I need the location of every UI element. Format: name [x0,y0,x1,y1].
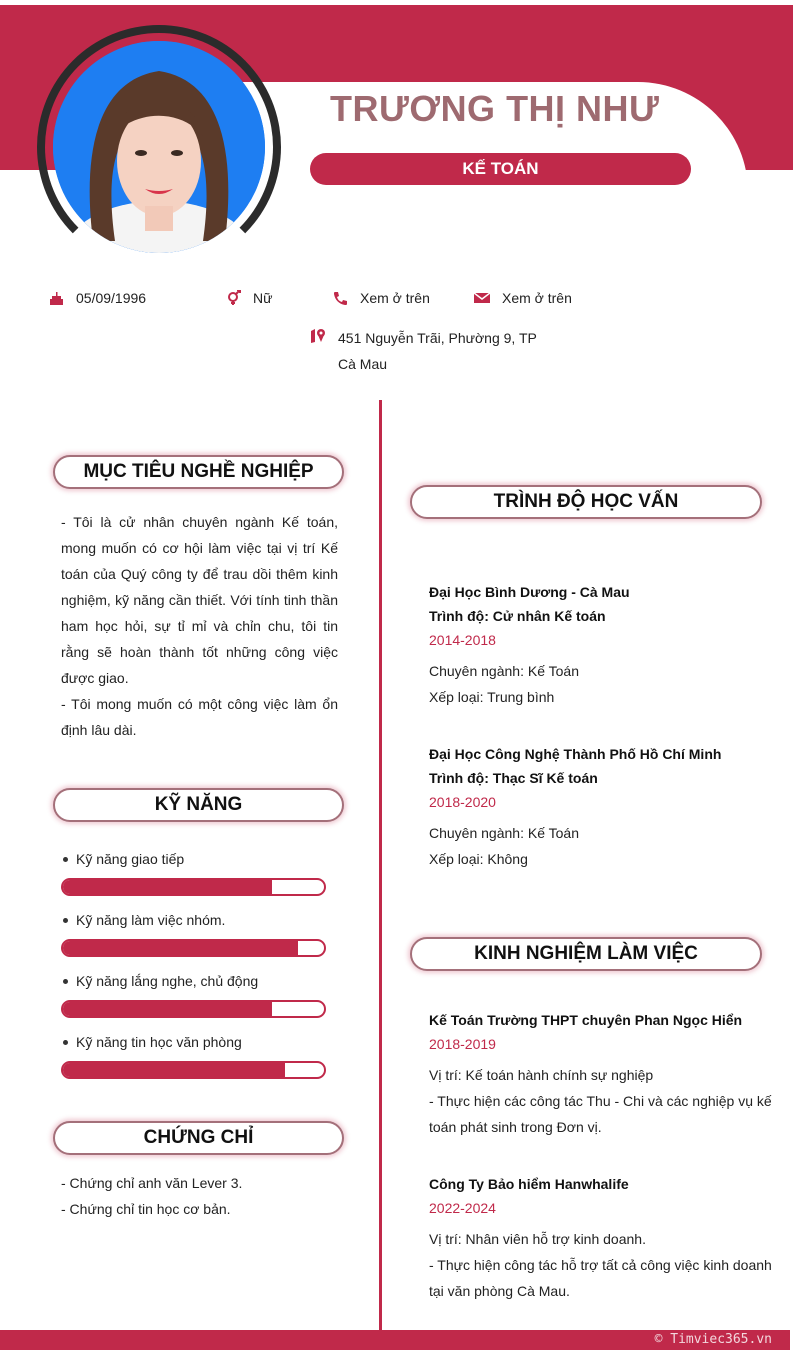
phone-row [333,290,430,306]
skill-bar-fill [63,941,298,955]
exp-desc: - Thực hiện công tác hỗ trợ tất cả công việc kinh doanh tại văn phòng Cà Mau. [429,1257,772,1299]
exp-desc: - Thực hiện các công tác Thu - Chi và các nghiệp vụ kế toán phát sinh trong Đơn vị. [429,1093,772,1135]
phone: Xem ở trên [360,290,430,306]
edu-school: Đại Học Bình Dương - Cà Mau [429,584,630,600]
skill-bar [61,878,326,896]
edu-rank: Xếp loại: Trung bình [429,689,555,705]
education-heading: TRÌNH ĐỘ HỌC VẤN [410,485,762,519]
skills-heading: KỸ NĂNG [53,788,344,822]
edu-years: 2014-2018 [429,632,496,648]
certificates-heading: CHỨNG CHỈ [53,1121,344,1155]
skill-label: Kỹ năng giao tiếp [76,851,185,867]
edu-degree: Trình độ: Thạc Sĩ Kế toán [429,770,598,786]
gender-row [226,290,272,306]
bullet-icon [63,1040,68,1045]
edu-rank: Xếp loại: Không [429,851,528,867]
address-row [310,325,550,377]
skill-bar [61,939,326,957]
gender-icon [226,290,241,306]
objective-heading: MỤC TIÊU NGHỀ NGHIỆP [53,455,344,489]
edu-major: Chuyên ngành: Kế Toán [429,663,579,679]
skill-item [63,973,258,989]
skill-bar [61,1061,326,1079]
bullet-icon [63,857,68,862]
skill-item [63,1034,242,1050]
exp-years: 2022-2024 [429,1200,496,1216]
job-title: KẾ TOÁN [310,153,691,185]
exp-years: 2018-2019 [429,1036,496,1052]
certificate-item: - Chứng chỉ tin học cơ bản. [61,1201,231,1217]
skill-bar [61,1000,326,1018]
footer-watermark: © Timviec365.vn [0,1330,790,1350]
skill-label: Kỹ năng tin học văn phòng [76,1034,242,1050]
exp-position: Vị trí: Nhân viên hỗ trợ kinh doanh. [429,1231,646,1247]
edu-school: Đại Học Công Nghệ Thành Phố Hồ Chí Minh [429,746,722,762]
edu-years: 2018-2020 [429,794,496,810]
email: Xem ở trên [502,290,572,306]
skill-bar-fill [63,1063,285,1077]
mail-icon [474,292,490,304]
skill-item [63,912,225,928]
skill-bar-fill [63,880,272,894]
gender: Nữ [253,290,273,306]
exp-position: Vị trí: Kế toán hành chính sự nghiệp [429,1067,654,1083]
email-row [474,290,572,306]
phone-icon [333,291,348,306]
address: 451 Nguyễn Trãi, Phường 9, TP Cà Mau [338,330,537,372]
experience-heading: KINH NGHIỆM LÀM VIỆC [410,937,762,971]
birthday-row [49,290,146,306]
objective-text-1: - Tôi là cử nhân chuyên ngành Kế toán, mong muốn có cơ hội làm việc tại vị trí Kế toán của Quý công ty để trau dồi thêm kinh nghiệm, kỹ năng cần thiết. Với tính tinh thần ham học hỏi, sự tỉ mỉ và chỉn chu, tôi tin rằng sẽ hoàn thành tốt những công việc được giao. [61,514,338,686]
profile-photo [53,41,265,253]
skill-label: Kỹ năng lắng nghe, chủ động [76,973,259,989]
exp-company: Công Ty Bảo hiểm Hanwhalife [429,1176,629,1192]
exp-company: Kế Toán Trường THPT chuyên Phan Ngọc Hiển [429,1012,743,1028]
objective-text-2: - Tôi mong muốn có một công việc làm ổn định lâu dài. [61,696,338,738]
candidate-name: TRƯƠNG THỊ NHƯ [330,88,660,129]
skill-item [63,851,184,867]
birthday: 05/09/1996 [76,290,147,306]
skill-bar-fill [63,1002,272,1016]
cake-icon [49,291,64,306]
column-divider [379,400,382,1330]
certificate-item: - Chứng chỉ anh văn Lever 3. [61,1175,243,1191]
edu-degree: Trình độ: Cử nhân Kế toán [429,608,606,624]
bullet-icon [63,918,68,923]
bullet-icon [63,979,68,984]
skill-label: Kỹ năng làm việc nhóm. [76,912,226,928]
edu-major: Chuyên ngành: Kế Toán [429,825,579,841]
map-pin-icon [310,328,326,344]
